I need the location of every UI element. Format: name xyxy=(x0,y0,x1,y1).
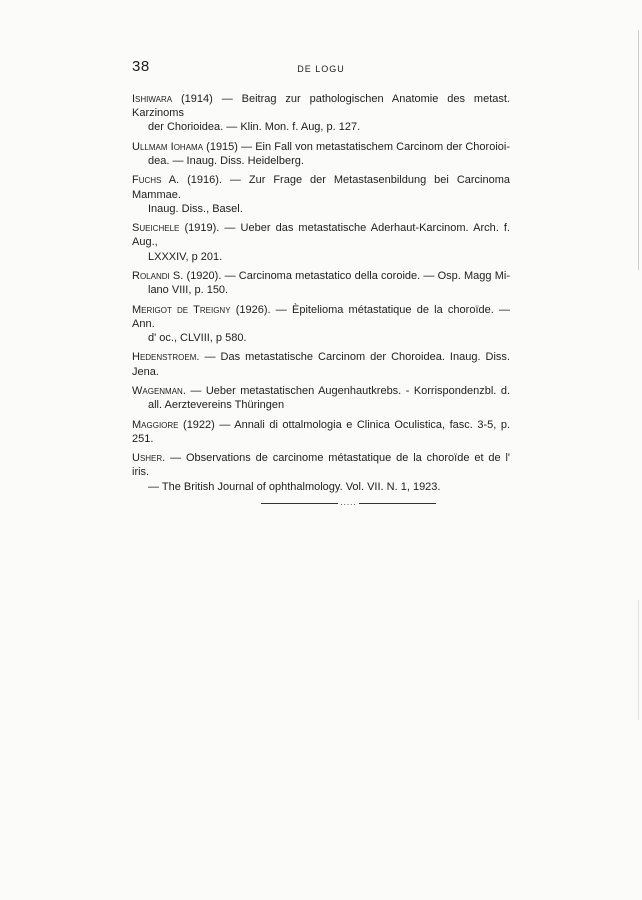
reference-text: . — Ueber metastatischen Augenhautkrebs. - Korrispondenzbl. d. xyxy=(182,384,510,397)
reference-entry xyxy=(132,418,510,446)
reference-continuation: all. Aerztevereins Thüringen xyxy=(148,399,285,412)
reference-continuation: LXXXIV, p 201. xyxy=(148,250,223,263)
reference-author: Merigot de Treigny xyxy=(132,303,231,316)
divider-rule-right xyxy=(359,503,436,504)
page-edge-mark xyxy=(638,600,639,720)
reference-first-line xyxy=(132,418,510,446)
reference-text: (1914) — Beitrag zur pathologischen Anatomie des metast. Karzinoms xyxy=(132,93,510,120)
reference-entry xyxy=(132,173,510,216)
reference-author: Hedenstroem xyxy=(132,351,197,364)
reference-author: Rolandi xyxy=(132,269,170,282)
reference-first-line xyxy=(132,384,510,398)
reference-author: Fuchs xyxy=(132,174,162,187)
reference-first-line xyxy=(132,221,510,249)
reference-first-line xyxy=(132,303,510,331)
reference-text: . — Das metastatische Carcinom der Choroidea. Inaug. Diss. Jena. xyxy=(132,351,510,378)
reference-continuation: d' oc., CLVIII, p 580. xyxy=(148,331,247,344)
reference-continuation: — The British Journal of ophthalmology. Vol. VII. N. 1, 1923. xyxy=(148,480,441,493)
reference-entry xyxy=(132,269,510,297)
reference-text: . — Observations de carcinome métastatique de la choroïde et de l' iris. xyxy=(132,452,510,479)
reference-first-line xyxy=(132,269,510,283)
reference-text: (1926). — Èpitelioma métastatique de la choroïde. — Ann. xyxy=(132,303,510,330)
reference-entry xyxy=(132,384,510,412)
reference-entry xyxy=(132,451,510,494)
reference-first-line xyxy=(132,140,510,154)
reference-entry xyxy=(132,303,510,346)
divider-dots: ..... xyxy=(340,498,357,507)
page-number: 38 xyxy=(132,58,150,75)
reference-continuation: lano VIII, p. 150. xyxy=(148,284,229,297)
reference-text: (1919). — Ueber das metastatische Aderhaut-Karcinom. Arch. f. Aug., xyxy=(132,222,510,249)
reference-author: Usher xyxy=(132,452,163,465)
divider-rule-left xyxy=(261,503,338,504)
reference-author: Wagenman xyxy=(132,384,183,397)
reference-list xyxy=(132,92,510,499)
reference-author: Ullmam Iohama xyxy=(132,140,204,153)
reference-first-line xyxy=(132,451,510,479)
reference-text: (1922) — Annali di ottalmologia e Clinica Oculistica, fasc. 3-5, p. 251. xyxy=(132,418,510,445)
reference-text: S. (1920). — Carcinoma metastatico della coroide. — Osp. Magg Mi- xyxy=(169,269,510,282)
reference-first-line xyxy=(132,350,510,378)
reference-entry xyxy=(132,221,510,264)
reference-continuation: dea. — Inaug. Diss. Heidelberg. xyxy=(148,155,304,167)
reference-text: (1915) — Ein Fall von metastatischem Carcinom der Choroioi- xyxy=(203,140,510,153)
reference-author: Sueichele xyxy=(132,222,180,235)
reference-author: Maggiore xyxy=(132,418,179,431)
section-divider xyxy=(261,500,436,506)
reference-text: A. (1916). — Zur Frage der Metastasenbildung bei Carcinoma Mammae. xyxy=(132,174,510,201)
reference-entry xyxy=(132,140,510,168)
reference-first-line xyxy=(132,92,510,120)
reference-first-line xyxy=(132,173,510,201)
reference-author: Ishiwara xyxy=(132,93,173,105)
reference-continuation: der Chorioidea. — Klin. Mon. f. Aug, p. 127. xyxy=(148,121,361,134)
reference-entry xyxy=(132,350,510,378)
reference-entry xyxy=(132,92,510,135)
reference-continuation: Inaug. Diss., Basel. xyxy=(148,202,243,215)
running-head: DE LOGU xyxy=(297,64,345,74)
